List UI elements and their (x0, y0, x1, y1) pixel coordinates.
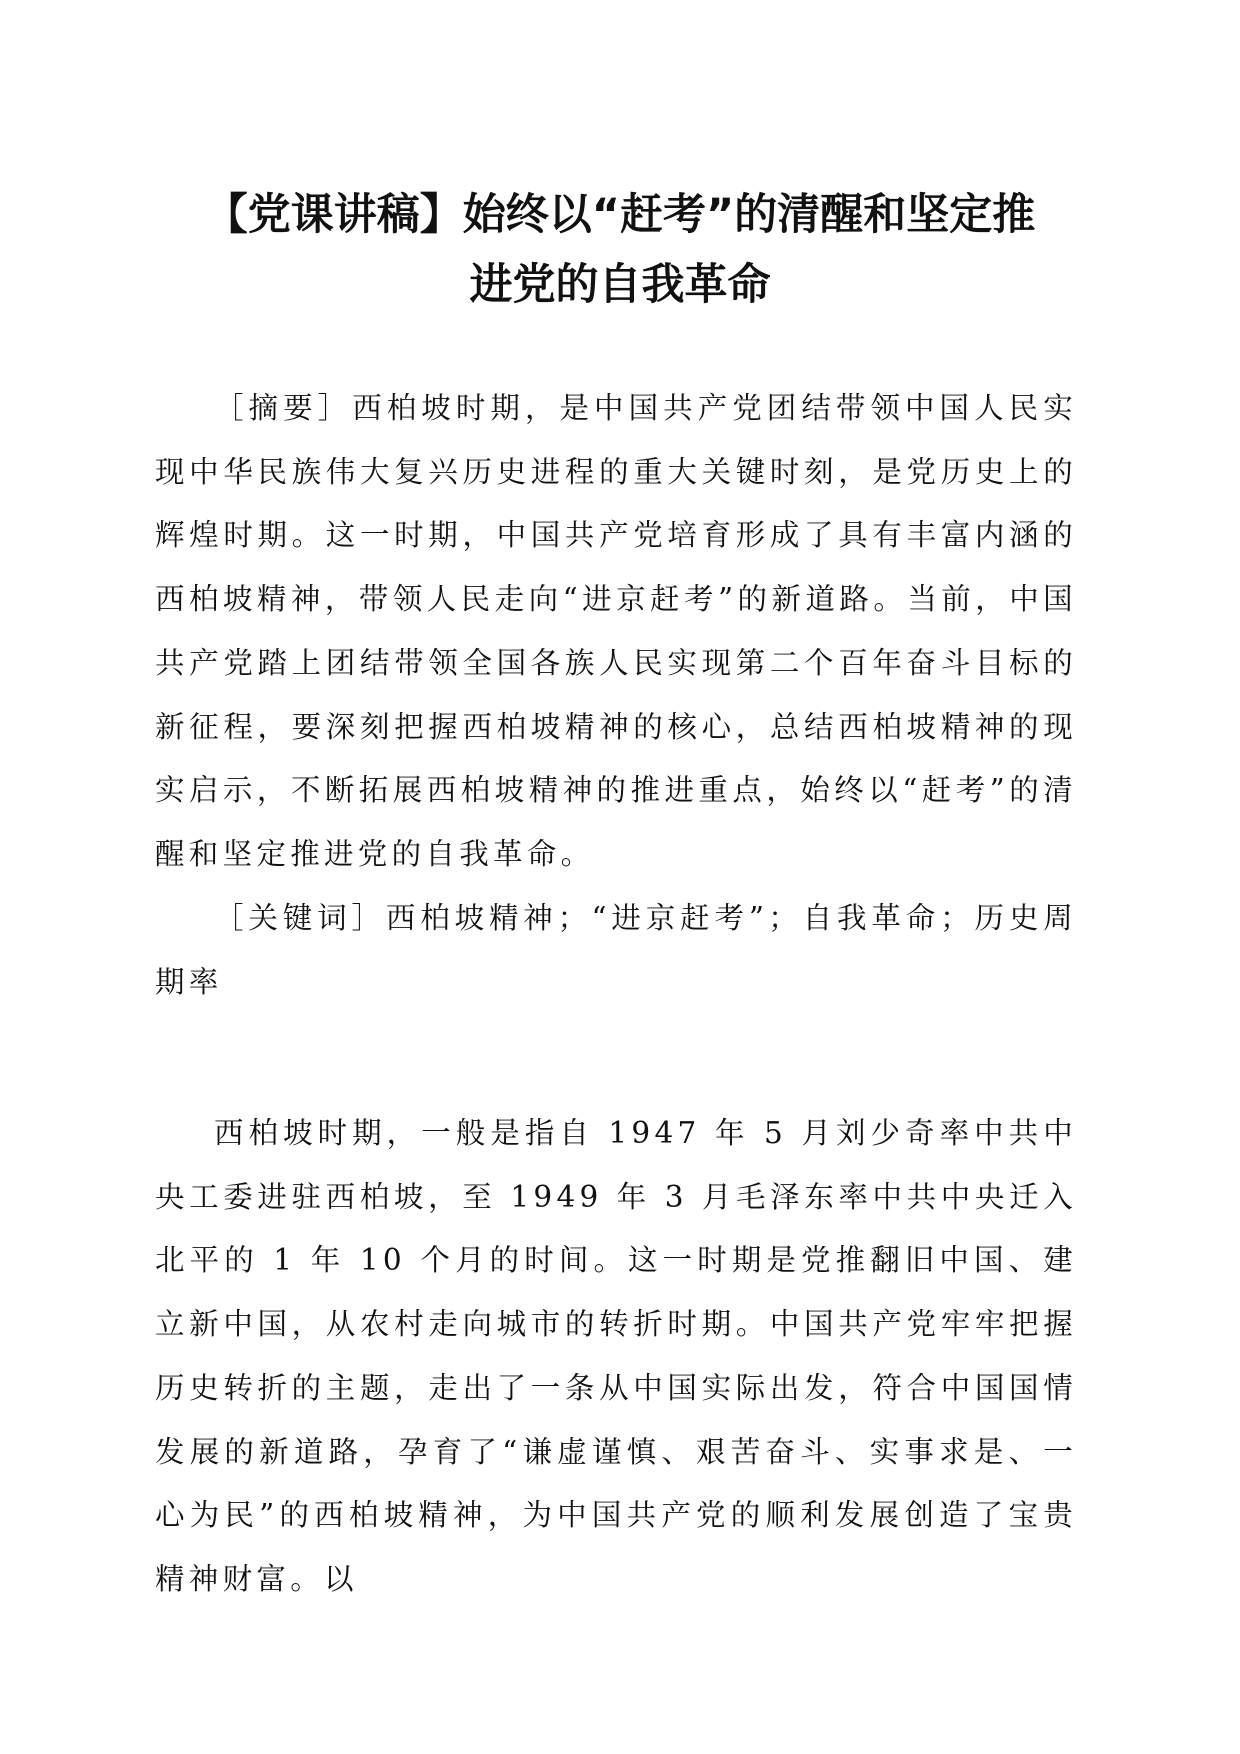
abstract-label: ［摘要］ (214, 391, 353, 425)
title-line-2: 进党的自我革命 (469, 260, 771, 310)
keywords-label: ［关键词］ (214, 901, 386, 935)
abstract-paragraph (155, 377, 1077, 887)
abstract-text: 西柏坡时期，是中国共产党团结带领中国人民实现中华民族伟大复兴历史进程的重大关键时刻，是党历史上的辉煌时期。这一时期，中国共产党培育形成了具有丰富内涵的西柏坡精神，带领人民走向“进京赶考”的新道路。当前，中国共产党踏上团结带领全国各族人民实现第二个百年奋斗目标的新征程，要深刻把握西柏坡精神的核心，总结西柏坡精神的现实启示，不断拓展西柏坡精神的推进重点，始终以“赶考”的清醒和坚定推进党的自我革命。 (155, 391, 1077, 871)
title-line-1: 【党课讲稿】始终以“赶考”的清醒和坚定推 (204, 190, 1036, 240)
keywords-paragraph (155, 887, 1077, 1014)
body-paragraph-1: 西柏坡时期，一般是指自 1947 年 5 月刘少奇率中共中央工委进驻西柏坡，至 1949 年 3 月毛泽东率中共中央迁入北平的 1 年 10 个月的时间。这一时期是党推翻旧中国、建立新中国，从农村走向城市的转折时期。中国共产党牢牢把握历史转折的主题，走出了一条从中国实际出发，符合中国国情发展的新道路，孕育了“谦虚谨慎、艰苦奋斗、实事求是、一心为民”的西柏坡精神，为中国共产党的顺利发展创造了宝贵精神财富。以 (155, 1116, 1077, 1596)
document-title (150, 180, 1090, 320)
keywords-text: 西柏坡精神；“进京赶考”；自我革命；历史周期率 (155, 901, 1077, 999)
